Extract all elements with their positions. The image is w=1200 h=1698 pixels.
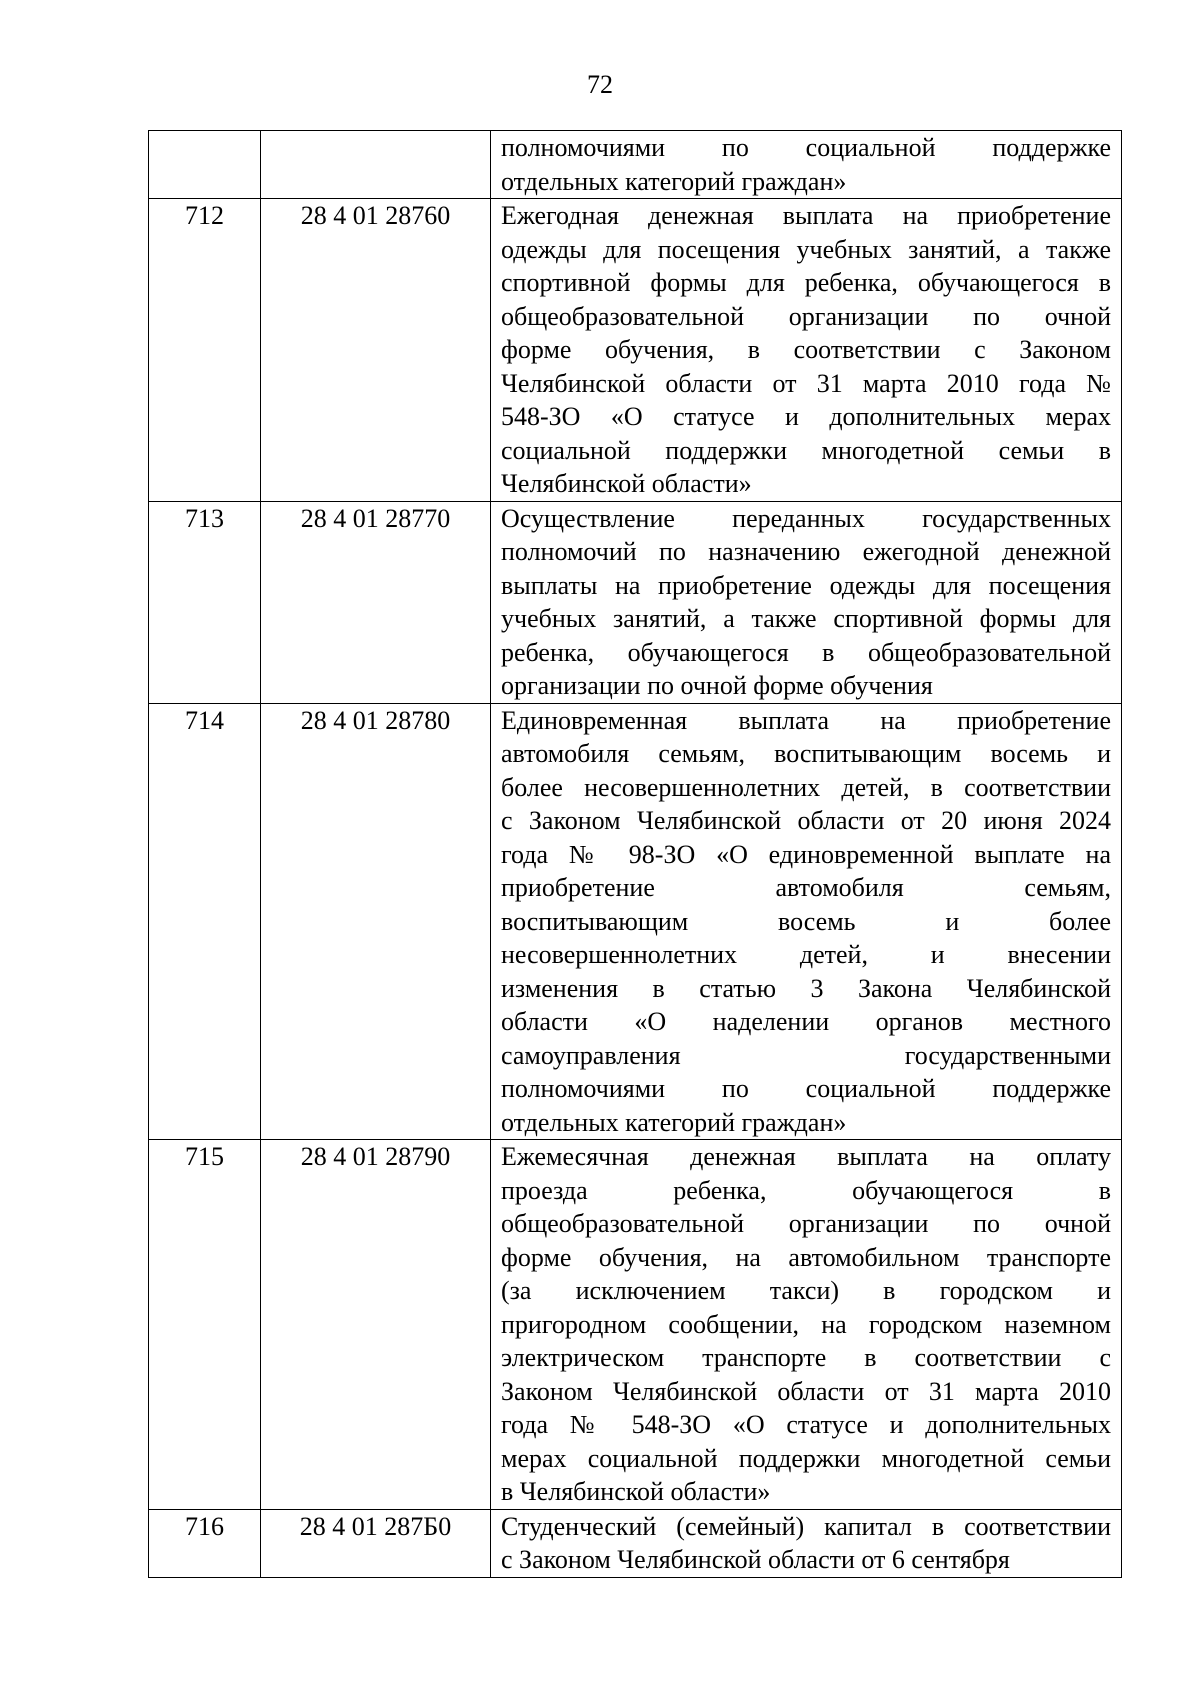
row-number-cell: 713 [149,501,261,703]
description-line: электрическом транспорте в соответствии с [501,1343,1111,1372]
table-body [149,131,1122,1578]
description-line: проезда ребенка, обучающегося в [501,1175,1111,1205]
description-line: ребенка, обучающегося в общеобразовательной [501,637,1111,667]
table-row [149,501,1122,703]
description-line: воспитывающим восемь и более [501,906,1111,936]
description-line: Студенческий (семейный) капитал в соответствии [501,1511,1111,1541]
description-line: учебных занятий, а также спортивной формы для [501,604,1111,633]
classification-code-cell: 28 4 01 287Б0 [261,1509,491,1577]
description-line: полномочиями по социальной поддержке [501,1074,1111,1103]
description-line: приобретение автомобиля семьям, [501,873,1111,902]
classification-code-cell: 28 4 01 28760 [261,199,491,502]
description-cell [491,199,1122,502]
description-line: Челябинской области» [501,469,752,498]
table-row [149,1140,1122,1510]
description-line: более несовершеннолетних детей, в соответствии [501,772,1111,802]
row-number-cell: 712 [149,199,261,502]
description-line: спортивной формы для ребенка, обучающегося в [501,268,1111,297]
description-line: общеобразовательной организации по очной [501,1209,1111,1238]
description-line: общеобразовательной организации по очной [501,301,1111,331]
description-line: социальной поддержки многодетной семьи в [501,435,1111,465]
classification-code-cell: 28 4 01 28790 [261,1140,491,1510]
description-line: с Законом Челябинской области от 20 июня 2024 [501,806,1111,835]
description-line: области «О наделении органов местного [501,1007,1111,1036]
description-line: в Челябинской области» [501,1477,771,1506]
description-line: полномочиями по социальной поддержке [501,133,1111,162]
description-line: с Законом Челябинской области от 6 сентября [501,1545,1010,1574]
budget-classification-table [148,130,1122,1578]
description-line: Законом Челябинской области от 31 марта 2010 [501,1376,1111,1406]
row-number-cell: 715 [149,1140,261,1510]
table-row [149,199,1122,502]
description-line: года № 98-ЗО «О единовременной выплате на [501,839,1111,869]
row-number-cell: 716 [149,1509,261,1577]
classification-code-cell [261,131,491,199]
classification-code-cell: 28 4 01 28770 [261,501,491,703]
row-number-cell: 714 [149,703,261,1140]
description-line: организации по очной форме обучения [501,671,933,700]
description-line: форме обучения, в соответствии с Законом [501,335,1111,364]
description-cell [491,1140,1122,1510]
description-line: Единовременная выплата на приобретение [501,705,1111,735]
description-line: одежды для посещения учебных занятий, а также [501,234,1111,264]
description-line: (за исключением такси) в городском и [501,1276,1111,1305]
row-number-cell [149,131,261,199]
description-line: несовершеннолетних детей, и внесении [501,940,1111,969]
description-line: самоуправления государственными [501,1040,1111,1070]
description-line: отдельных категорий граждан» [501,1107,847,1137]
description-cell [491,131,1122,199]
description-line: 548-ЗО «О статусе и дополнительных мерах [501,402,1111,431]
description-line: пригородном сообщении, на городском наземном [501,1309,1111,1339]
table-row [149,131,1122,199]
description-line: отдельных категорий граждан» [501,166,847,196]
table-row [149,703,1122,1140]
classification-code-cell: 28 4 01 28780 [261,703,491,1140]
description-line: Ежемесячная денежная выплата на оплату [501,1142,1111,1171]
description-cell [491,501,1122,703]
description-line: года № 548-ЗО «О статусе и дополнительных [501,1410,1111,1439]
description-cell [491,703,1122,1140]
description-line: форме обучения, на автомобильном транспорте [501,1242,1111,1272]
description-line: Осуществление переданных государственных [501,503,1111,533]
description-cell [491,1509,1122,1577]
description-line: автомобиля семьям, воспитывающим восемь и [501,739,1111,768]
table-row [149,1509,1122,1577]
description-line: полномочий по назначению ежегодной денежной [501,537,1111,566]
page-number: 72 [587,70,613,99]
description-line: мерах социальной поддержки многодетной семьи [501,1443,1111,1473]
description-line: выплаты на приобретение одежды для посещения [501,570,1111,600]
description-line: Челябинской области от 31 марта 2010 года № [501,368,1111,398]
description-line: Ежегодная денежная выплата на приобретение [501,201,1111,230]
description-line: изменения в статью 3 Закона Челябинской [501,973,1111,1003]
